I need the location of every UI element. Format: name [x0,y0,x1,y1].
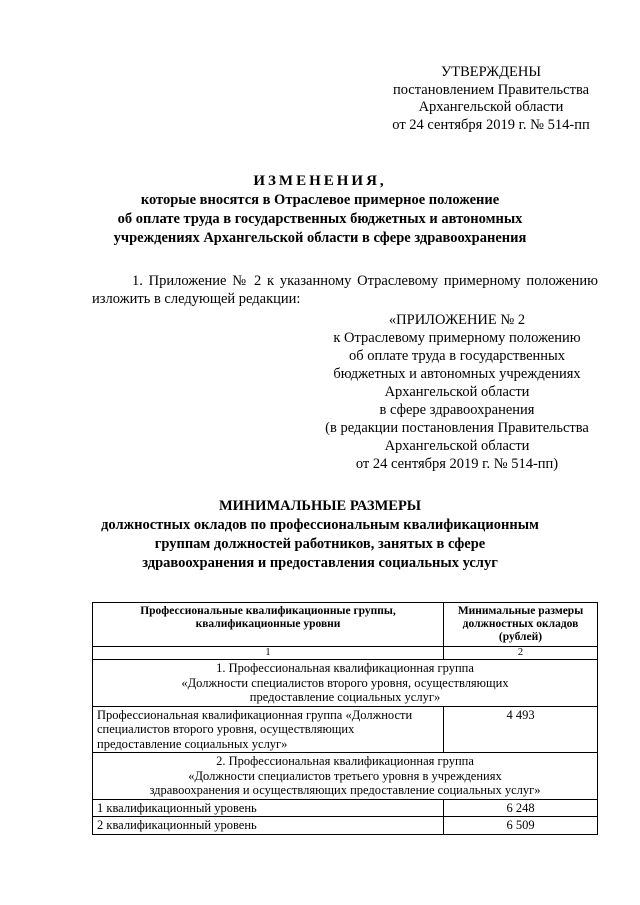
column-number: 1 [93,647,444,660]
group-heading-line: предоставление социальных услуг» [249,690,441,704]
appendix-line: (в редакции постановления Правительства [325,420,589,436]
salary-table [92,602,598,835]
group-row [93,753,598,800]
group-heading-line: 2. Профессиональная квалификационная группа [216,754,474,768]
row-value: 4 493 [444,706,598,753]
column-header: Минимальные размеры должностных окладов (рублей) [444,603,598,647]
changes-subtitle-line: об оплате труда в государственных бюджетных и автономных [117,211,523,227]
row-label [93,706,444,753]
sizes-heading: МИНИМАЛЬНЫЕ РАЗМЕРЫ [218,498,422,514]
appendix-line: «ПРИЛОЖЕНИЕ № 2 [388,312,526,328]
column-number-row [93,647,598,660]
approval-line: Архангельской области [418,99,564,115]
column-number: 2 [444,647,598,660]
row-label-line: предоставление социальных услуг» [97,736,288,751]
paragraph-line: изложить в следующей редакции: [92,291,301,307]
group-heading-line: «Должности специалистов третьего уровня в учреждениях [188,768,502,783]
sizes-subtitle-line: группам должностей работников, занятых в сфере [154,536,486,552]
row-label-line: Профессиональная квалификационная группа «Должности [97,707,413,722]
sizes-title [0,497,640,573]
row-value: 6 248 [444,799,598,817]
group-heading-line: «Должности специалистов второго уровня, осуществляющих [181,675,509,690]
group-row [93,660,598,707]
changes-heading: ИЗМЕНЕНИЯ, [253,173,387,189]
changes-subtitle-line: учреждениях Архангельской области в сфере здравоохранения [113,230,527,246]
appendix-line: к Отраслевому примерному положению [333,330,581,346]
appendix-line: Архангельской области [384,384,530,400]
approval-date: от 24 сентября 2019 г. № 514-пп [392,116,590,133]
table-header-row [93,603,598,647]
appendix-line: об оплате труда в государственных [348,348,566,364]
group-heading-1 [93,660,598,707]
appendix-line: Архангельской области [384,438,530,454]
row-label-line: специалистов второго уровня, осуществляющих [97,722,355,736]
changes-title [0,172,640,248]
column-header: Профессиональные квалификационные группы, квалификационные уровни [93,603,444,647]
table-row [93,817,598,835]
amendment-paragraph [92,272,598,308]
appendix-line: бюджетных и автономных учреждениях [333,366,581,382]
group-heading-2 [93,753,598,800]
approval-block [360,64,622,134]
changes-subtitle-line: которые вносятся в Отраслевое примерное положение [140,192,500,208]
appendix-line: от 24 сентября 2019 г. № 514-пп) [355,456,559,472]
row-label: 1 квалификационный уровень [93,799,444,817]
appendix-block [316,311,598,473]
appendix-line: в сфере здравоохранения [379,402,535,418]
sizes-subtitle-line: должностных окладов по профессиональным квалификационным [101,517,539,533]
paragraph-line: 1. Приложение № 2 к указанному Отраслевому примерному положению [132,273,598,289]
sizes-subtitle-line: здравоохранения и предоставления социальных услуг [142,555,498,571]
table-row [93,799,598,817]
approval-line: постановлением Правительства [392,81,590,98]
row-value: 6 509 [444,817,598,835]
approval-title: УТВЕРЖДЕНЫ [440,64,542,80]
group-heading-line: здравоохранения и осуществляющих предоставление социальных услуг» [149,783,541,797]
table-row [93,706,598,753]
group-heading-line: 1. Профессиональная квалификационная группа [216,661,474,675]
row-label: 2 квалификационный уровень [93,817,444,835]
